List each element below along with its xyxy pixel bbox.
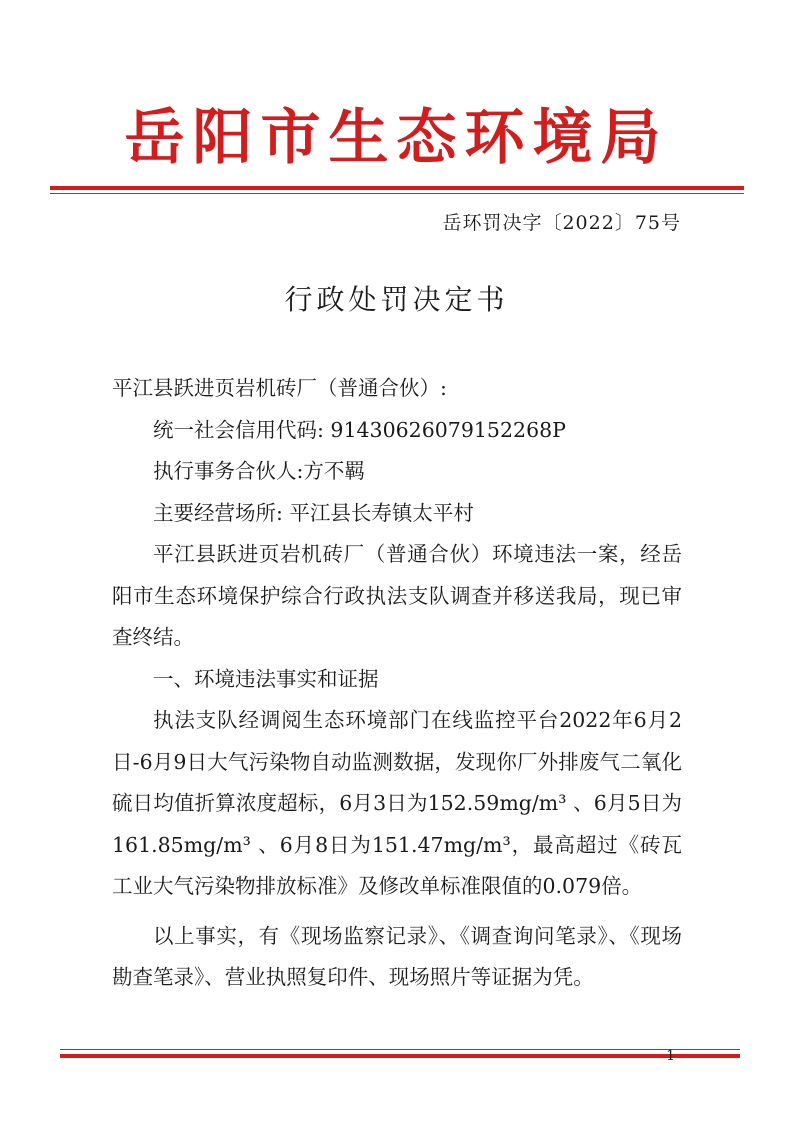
footer-red-rule-thin [60, 1049, 740, 1050]
credit-code-line: 统一社会信用代码: 91430626079152268P [153, 417, 566, 442]
section-heading: 一、环境违法事实和证据 [153, 666, 379, 691]
footer-red-rule-thick [60, 1054, 740, 1058]
document-number: 岳环罚决字〔2022〕75号 [442, 212, 681, 234]
header-red-rule-thick [50, 186, 744, 190]
recipient-line: 平江县跃进页岩机砖厂（普通合伙）: [112, 376, 447, 400]
evidence-paragraph: 以上事实，有《现场监察记录》、《调查询问笔录》、《现场勘查笔录》、营业执照复印件、现场照片等证据为凭。 [112, 923, 682, 989]
facts-paragraph: 执法支队经调阅生态环境部门在线监控平台2022年6月2日-6月9日大气污染物自动监测数据，发现你厂外排废气二氧化硫日均值折算浓度超标，6月3日为152.59mg/m³ 、6月5日为161.85mg/m³ 、6月8日为151.47mg/m³，最高超过《砖瓦工业大气污染物排放标准》及修改单标准限值的0.079倍。 [112, 708, 682, 898]
intro-paragraph: 平江县跃进页岩机砖厂（普通合伙）环境违法一案，经岳阳市生态环境保护综合行政执法支队调查并移送我局，现已审查终结。 [112, 542, 682, 649]
document-title: 行政处罚决定书 [284, 283, 509, 316]
partner-line: 执行事务合伙人:方不羁 [153, 459, 365, 483]
header-red-rule-thin [50, 193, 744, 194]
agency-masthead: 岳阳市生态环境局 [124, 103, 669, 173]
page-number: 1 [666, 1048, 675, 1064]
document-body [112, 368, 682, 999]
address-line: 主要经营场所: 平江县长寿镇太平村 [153, 500, 474, 525]
